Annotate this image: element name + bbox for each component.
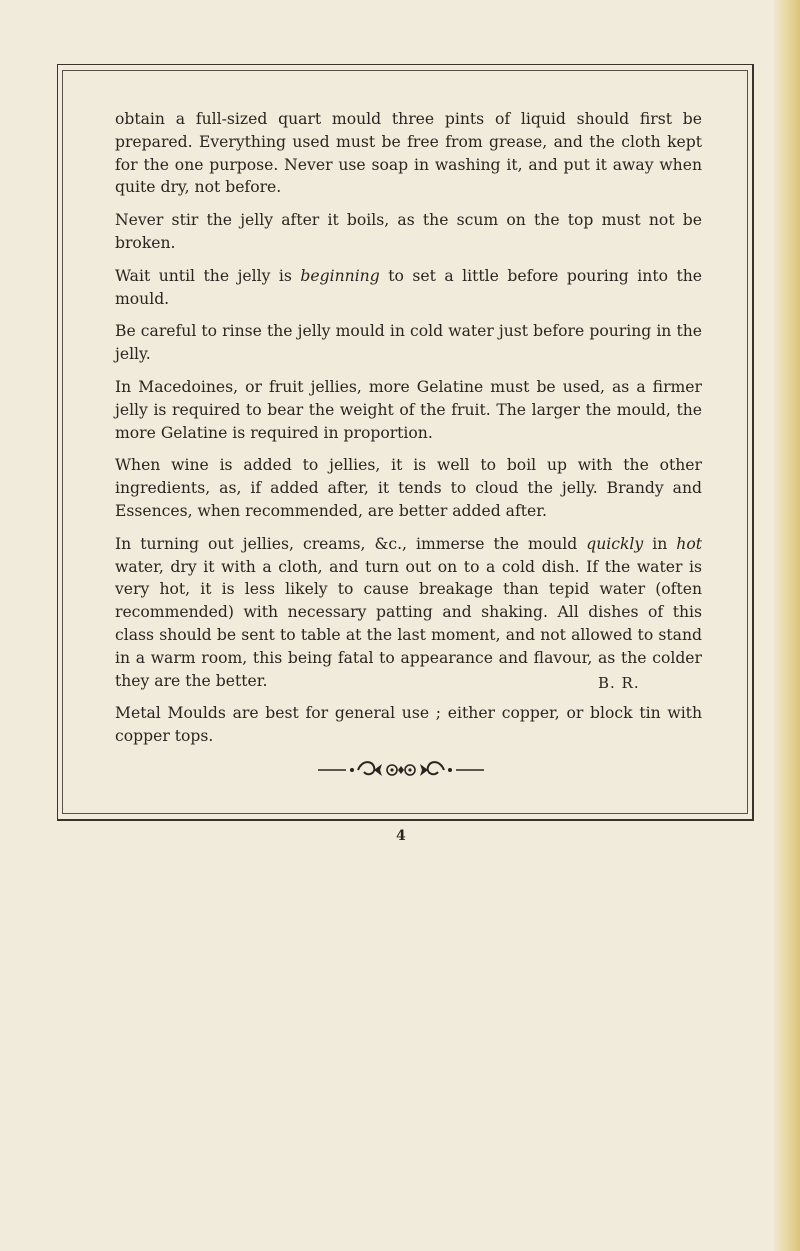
paragraph-text: to set a little before pouring into the mould. bbox=[115, 266, 703, 308]
italic-text: quickly bbox=[586, 534, 644, 553]
page-edge bbox=[774, 0, 800, 1251]
paragraph-text: Metal Moulds are best for general use ; either copper, or block tin with copper tops. bbox=[115, 704, 702, 746]
paragraph-text: water, dry it with a cloth, and turn out on to a cold dish. If the water is very hot, it is less likely to cause breakage than tepid water (often recommended) with necessary patting and shaking. All dishes of this class should be sent to table at the last moment, and not allowed to stand in a warm room, this being fatal to appearance and flavour, as the colder they are the better. bbox=[115, 557, 702, 690]
decorative-ornament-icon bbox=[316, 757, 486, 783]
paragraph bbox=[115, 533, 702, 693]
paragraph bbox=[115, 702, 702, 748]
paragraph bbox=[115, 376, 702, 444]
paragraph-text: Never stir the jelly after it boils, as the scum on the top must not be broken. bbox=[115, 211, 702, 252]
italic-text: beginning bbox=[300, 266, 380, 285]
paragraph-text: Be careful to rinse the jelly mould in cold water just before pouring in the jelly. bbox=[115, 322, 702, 364]
paragraph bbox=[115, 454, 702, 522]
paragraph-text: Wait until the jelly is bbox=[115, 266, 301, 285]
paragraph bbox=[115, 108, 702, 199]
paragraph bbox=[115, 209, 702, 255]
author-signature: B. R. bbox=[598, 674, 640, 692]
paragraph-text: When wine is added to jellies, it is well to boil up with the other ingredients, as, if added after, it tends to cloud the jelly. Brandy and Essences, when recommended, are better added after. bbox=[115, 456, 702, 520]
paragraph bbox=[115, 320, 702, 366]
italic-text: hot bbox=[676, 534, 702, 553]
body-text bbox=[115, 108, 702, 758]
paragraph-text: In Macedoines, or fruit jellies, more Gelatine must be used, as a firmer jelly is required to bear the weight of the fruit. The larger the mould, the more Gelatine is required in proportion. bbox=[115, 377, 702, 442]
paragraph-text: obtain a full-sized quart mould three pints of liquid should first be prepared. Everything used must be free from grease, and the cloth kept for the one purpose. Never use soap in washing it, and put it away when quite dry, not before. bbox=[115, 110, 702, 197]
page-number: 4 bbox=[396, 828, 406, 844]
paragraph-text: in bbox=[643, 534, 677, 553]
paragraph bbox=[115, 265, 702, 311]
paragraph-text: In turning out jellies, creams, &c., immerse the mould bbox=[115, 534, 587, 553]
